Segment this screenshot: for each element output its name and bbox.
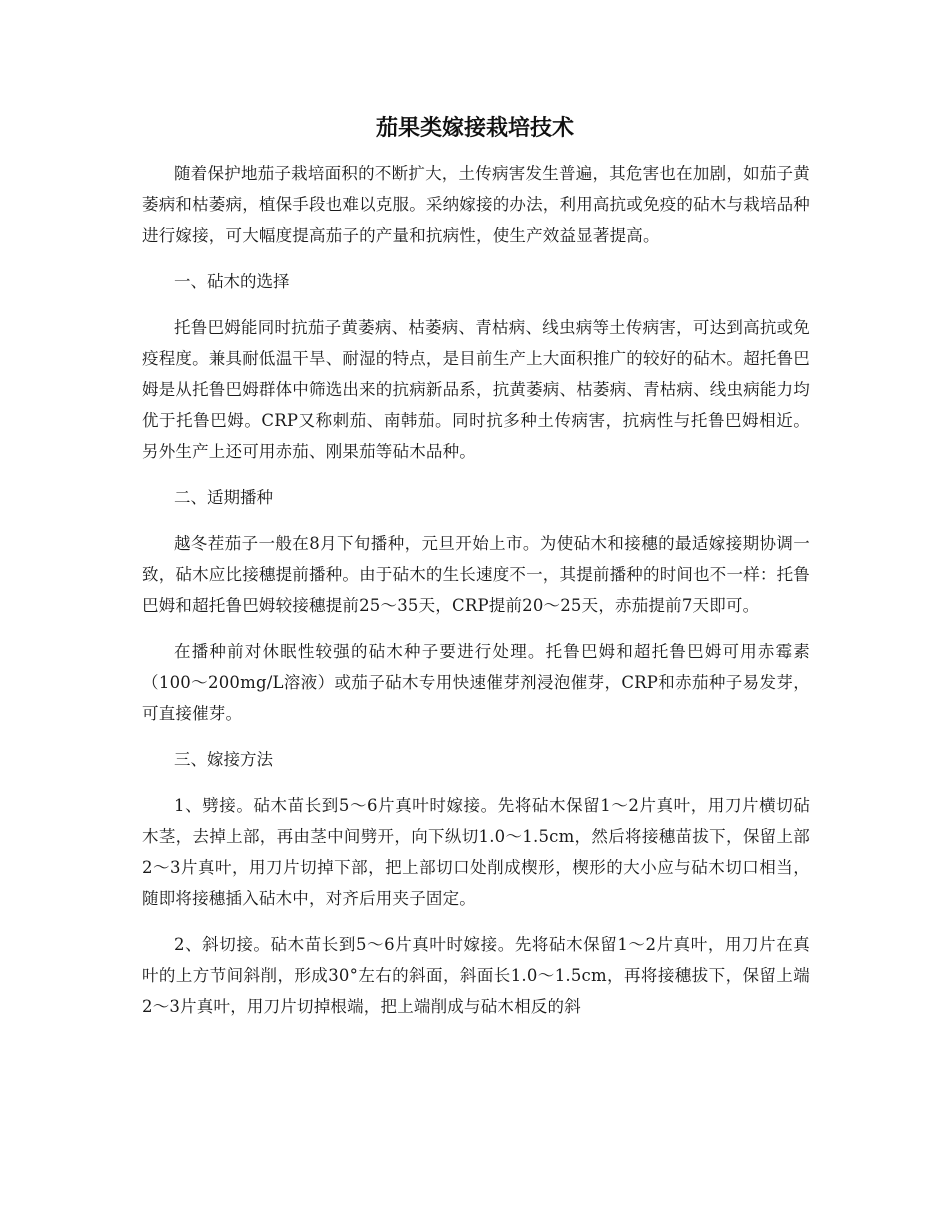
rootstock-paragraph: 托鲁巴姆能同时抗茄子黄萎病、枯萎病、青枯病、线虫病等土传病害，可达到高抗或免疫程度。兼具耐低温干旱、耐湿的特点，是目前生产上大面积推广的较好的砧木。超托鲁巴姆是从托鲁巴姆群体中筛选出来的抗病新品系，抗黄萎病、枯萎病、青枯病、线虫病能力均优于托鲁巴姆。CRP又称刺茄、南韩茄。同时抗多种土传病害，抗病性与托鲁巴姆相近。另外生产上还可用赤茄、刚果茄等砧木品种。 [142, 318, 810, 461]
section-heading-sowing: 二、适期播种 [174, 488, 273, 507]
document-body [142, 158, 810, 1037]
section-heading-rootstock: 一、砧木的选择 [174, 272, 290, 291]
seed-treatment-paragraph: 在播种前对休眠性较强的砧木种子要进行处理。托鲁巴姆和超托鲁巴姆可用赤霉素（100～200mg/L溶液）或茄子砧木专用快速催芽剂浸泡催芽，CRP和赤茄种子易发芽，可直接催芽。 [142, 642, 810, 723]
splice-grafting-paragraph: 2、斜切接。砧木苗长到5～6片真叶时嫁接。先将砧木保留1～2片真叶，用刀片在真叶的上方节间斜削，形成30°左右的斜面，斜面长1.0～1.5cm，再将接穗拔下，保留上端2～3片真叶，用刀片切掉根端，把上端削成与砧木相反的斜 [142, 935, 810, 1016]
intro-paragraph: 随着保护地茄子栽培面积的不断扩大，土传病害发生普遍，其危害也在加剧，如茄子黄萎病和枯萎病，植保手段也难以克服。采纳嫁接的办法，利用高抗或免疫的砧木与栽培品种进行嫁接，可大幅度提高茄子的产量和抗病性，使生产效益显著提高。 [142, 164, 810, 245]
cleft-grafting-paragraph: 1、劈接。砧木苗长到5～6片真叶时嫁接。先将砧木保留1～2片真叶，用刀片横切砧木茎，去掉上部，再由茎中间劈开，向下纵切1.0～1.5cm，然后将接穗苗拔下，保留上部2～3片真叶，用刀片切掉下部，把上部切口处削成楔形，楔形的大小应与砧木切口相当，随即将接穗插入砧木中，对齐后用夹子固定。 [142, 796, 810, 908]
section-heading-grafting: 三、嫁接方法 [174, 750, 273, 769]
sowing-paragraph: 越冬茬茄子一般在8月下旬播种，元旦开始上市。为使砧木和接穗的最适嫁接期协调一致，砧木应比接穗提前播种。由于砧木的生长速度不一，其提前播种的时间也不一样：托鲁巴姆和超托鲁巴姆较接穗提前25～35天，CRP提前20～25天，赤茄提前7天即可。 [142, 534, 810, 615]
document-title: 茄果类嫁接栽培技术 [375, 116, 574, 141]
